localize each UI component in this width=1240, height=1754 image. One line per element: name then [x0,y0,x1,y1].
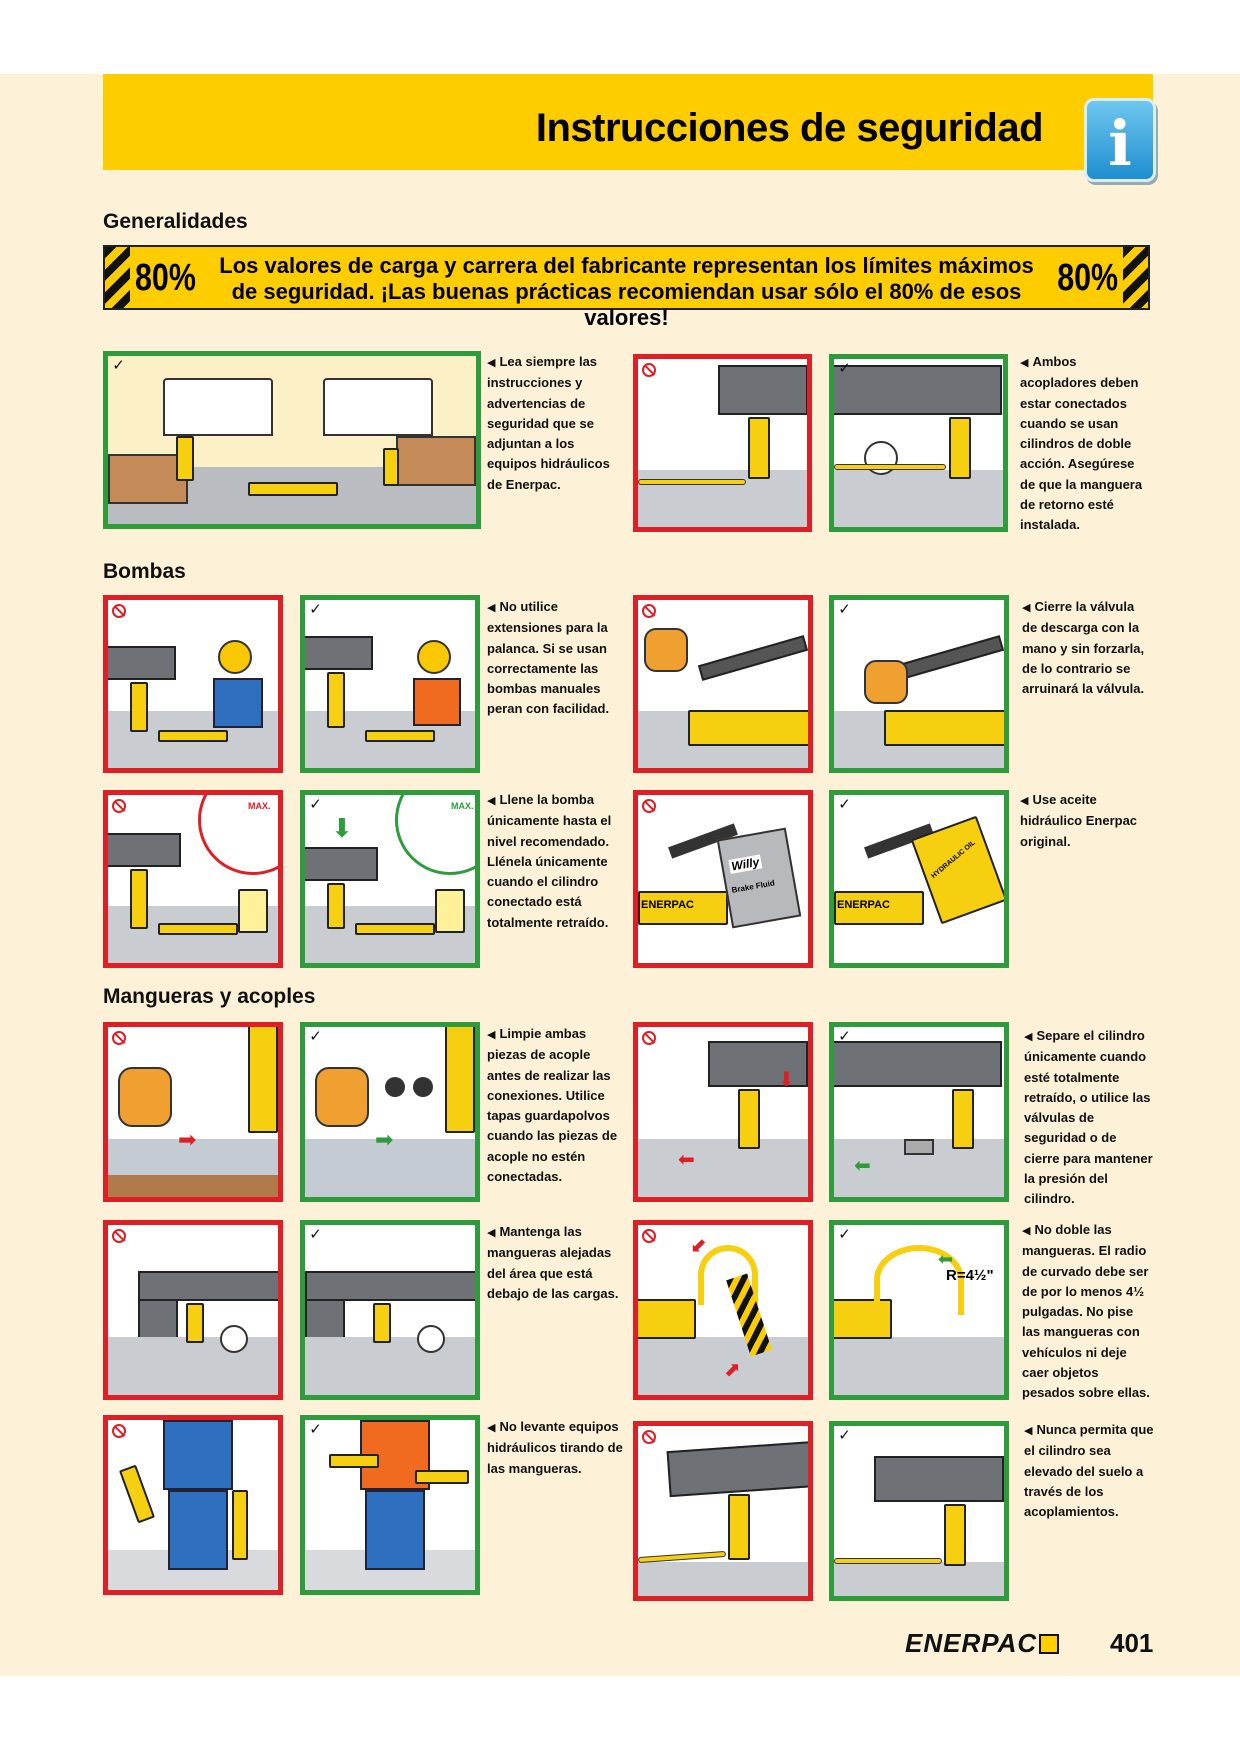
caption-clean: ◀ Limpie ambas piezas de acople antes de realizar las conexiones. Utilice tapas guardapolvos cuando las piezas de acople no estén conectadas. [487,1026,618,1185]
caption-fill: ◀ Llene la bomba únicamente hasta el nivel recomendado. Llénela únicamente cuando el cilindro conectado está totalmente retraído. [487,792,612,930]
panel-coupler-correct [829,354,1008,532]
panel-fill-correct [300,790,480,968]
arrow-right-icon: ➡ [178,1127,197,1152]
cylinder-icon [329,1454,379,1468]
pump-handle [894,635,1004,681]
pump-icon [884,710,1009,746]
check-icon: ✓ [309,1226,322,1243]
brand-label: ENERPAC [837,899,890,911]
cylinder-icon [738,1089,760,1149]
pump-handle [698,635,808,681]
panel-oil-incorrect [633,790,813,968]
cylinder-icon [952,1089,974,1149]
caption-manuals: ◀ Lea siempre las instrucciones y advertencias de seguridad que se adjuntan a los equipos hidráulicos de Enerpac. [487,354,610,492]
check-icon: ✓ [838,601,851,618]
panel-lever-incorrect [103,595,283,773]
prohibited-icon [112,1031,126,1045]
manual-book-icon [163,378,273,436]
caption-load-area: ◀ Mantenga las mangueras alejadas del área que está debajo de las cargas. [487,1224,619,1301]
cylinder-icon [130,682,148,732]
cylinder-icon [373,1303,391,1343]
dust-cap-icon [385,1077,405,1097]
check-icon: ✓ [838,1427,851,1444]
worker-icon [413,678,461,726]
pump-icon [415,1470,469,1484]
caption-oil: ◀ Use aceite hidráulico Enerpac original. [1020,792,1138,849]
safety-valve-icon [904,1139,934,1155]
arrow-icon: ⬈ [724,1359,741,1381]
dust-cap-icon [413,1077,433,1097]
worker-icon [163,1420,233,1490]
panel-manuals-correct [103,351,481,529]
panel-valve-correct [829,595,1009,773]
warning-line-1: Los valores de carga y carrera del fabricante representan los límites máximos [219,253,1034,278]
percent-right: 80% [1057,257,1118,299]
cylinder-icon [728,1494,750,1560]
panel-bend-incorrect [633,1220,813,1400]
oil-can-icon [435,889,465,933]
check-icon: ✓ [838,1028,851,1045]
pump-icon [355,923,435,935]
arrow-right-icon: ➡ [375,1127,394,1152]
caption-bend: ◀ No doble las mangueras. El radio de curvado debe ser de por lo menos 4½ pulgadas. No pise las mangueras con vehículos ni deje caer objetos pesados sobre ellas. [1022,1222,1150,1401]
cylinder-icon [383,448,399,486]
cylinder-icon [748,417,770,479]
panel-carry-correct [300,1415,480,1595]
caption-valve: ◀ Cierre la válvula de descarga con la mano y sin forzarla, de lo contrario se arruinará la válvula. [1022,599,1145,697]
glove-icon [864,660,908,704]
warning-line-2: de seguridad. ¡Las buenas prácticas recomiendan usar sólo el 80% de esos valores! [231,279,1022,330]
section-title-hoses: Mangueras y acoples [103,985,316,1008]
check-icon: ✓ [309,601,322,618]
cylinder-icon [186,1303,204,1343]
hazard-stripe-icon [105,247,130,308]
cylinder-icon [130,869,148,929]
arrow-left-icon: ⬅ [854,1155,871,1177]
check-icon: ✓ [838,1226,851,1243]
panel-separate-incorrect [633,1022,813,1202]
enerpac-logo-icon [1039,1634,1059,1654]
check-icon: ✓ [112,357,125,374]
brand-label: ENERPAC [641,899,694,911]
check-icon: ✓ [309,1028,322,1045]
check-icon: ✓ [309,796,322,813]
panel-load-area-correct [300,1220,480,1400]
warning-banner [103,245,1150,330]
cylinder-icon [636,1299,696,1339]
pump-icon [365,730,435,742]
box-icon [396,436,476,486]
panel-coupler-incorrect [633,354,812,532]
check-icon: ✓ [838,796,851,813]
helmet-icon [417,640,451,674]
cylinder-icon [944,1504,966,1566]
max-label: MAX. [248,801,271,811]
page-number: 401 [1110,1628,1154,1658]
section-title-pumps: Bombas [103,560,186,583]
percent-left: 80% [135,257,196,299]
pump-icon [248,482,338,496]
prohibited-icon [642,1031,656,1045]
caption-lift: ◀ Nunca permita que el cilindro sea elevado del suelo a través de los acoplamientos. [1024,1422,1154,1520]
pump-icon [158,923,238,935]
oil-label: HYDRAULIC OIL [930,839,977,881]
radius-label: R=4½" [946,1267,994,1284]
panel-clean-correct [300,1022,480,1202]
cylinder-icon [327,672,345,728]
panel-lever-correct [300,595,480,773]
prohibited-icon [112,1424,126,1438]
footer-brand: ENERPAC [905,1628,1059,1659]
gauge-icon [220,1325,248,1353]
arrow-left-icon: ⬅ [678,1149,695,1171]
pump-icon [158,730,228,742]
panel-carry-incorrect [103,1415,283,1595]
prohibited-icon [112,799,126,813]
info-icon: i [1084,98,1156,182]
check-icon: ✓ [309,1421,322,1438]
arrow-down-icon: ⬇ [331,813,353,843]
prohibited-icon [112,604,126,618]
panel-fill-incorrect [103,790,283,968]
brake-fluid-can-icon [717,828,802,929]
warning-text [215,253,1038,331]
arrow-icon: ⬋ [690,1235,707,1257]
helmet-icon [218,640,252,674]
panel-lift-correct [829,1421,1009,1601]
caption-separate: ◀ Separe el cilindro únicamente cuando esté totalmente retraído, o utilice las válvulas de seguridad o de cierre para mantener la presión del cilindro. [1024,1028,1153,1207]
cylinder-icon [248,1023,278,1133]
glove-icon [644,628,688,672]
panel-load-area-incorrect [103,1220,283,1400]
section-title-general: Generalidades [103,210,248,233]
page-title: Instrucciones de seguridad [535,106,1043,150]
hazard-stripe-icon [1123,247,1148,308]
brake-fluid-label: Brake Fluid [730,878,776,895]
jack-icon [176,436,194,481]
pump-icon [232,1490,248,1560]
prohibited-icon [112,1229,126,1243]
pump-icon [688,710,813,746]
cylinder-icon [445,1023,475,1133]
gauge-icon [417,1325,445,1353]
check-icon: ✓ [838,360,851,377]
panel-oil-correct [829,790,1009,968]
caption-lever: ◀ No utilice extensiones para la palanca. Si se usan correctamente las bombas manuales peran con facilidad. [487,599,610,717]
cylinder-icon [949,417,971,479]
prohibited-icon [642,604,656,618]
oil-can-icon [238,889,268,933]
cylinder-icon [119,1465,155,1524]
manual-book-icon [323,378,433,436]
prohibited-icon [642,1229,656,1243]
glove-icon [118,1067,172,1127]
panel-lift-incorrect [633,1421,813,1601]
panel-valve-incorrect [633,595,813,773]
arrow-down-icon: ⬇ [778,1069,795,1091]
worker-icon [213,678,263,728]
willy-label: Willy [730,854,761,874]
panel-clean-incorrect [103,1022,283,1202]
header-bar [103,74,1153,170]
cylinder-icon [327,883,345,929]
arrow-left-icon: ⬅ [938,1249,954,1269]
max-label: MAX. [451,801,474,811]
glove-icon [315,1067,369,1127]
prohibited-icon [642,799,656,813]
panel-bend-correct [829,1220,1009,1400]
caption-couplers: ◀ Ambos acopladores deben estar conectados cuando se usan cilindros de doble acción. Asegúrese de que la manguera de retorno esté instalada. [1020,354,1143,533]
panel-separate-correct [829,1022,1009,1202]
caption-carry: ◀ No levante equipos hidráulicos tirando de las mangueras. [487,1419,623,1476]
prohibited-icon [642,363,656,377]
prohibited-icon [642,1430,656,1444]
